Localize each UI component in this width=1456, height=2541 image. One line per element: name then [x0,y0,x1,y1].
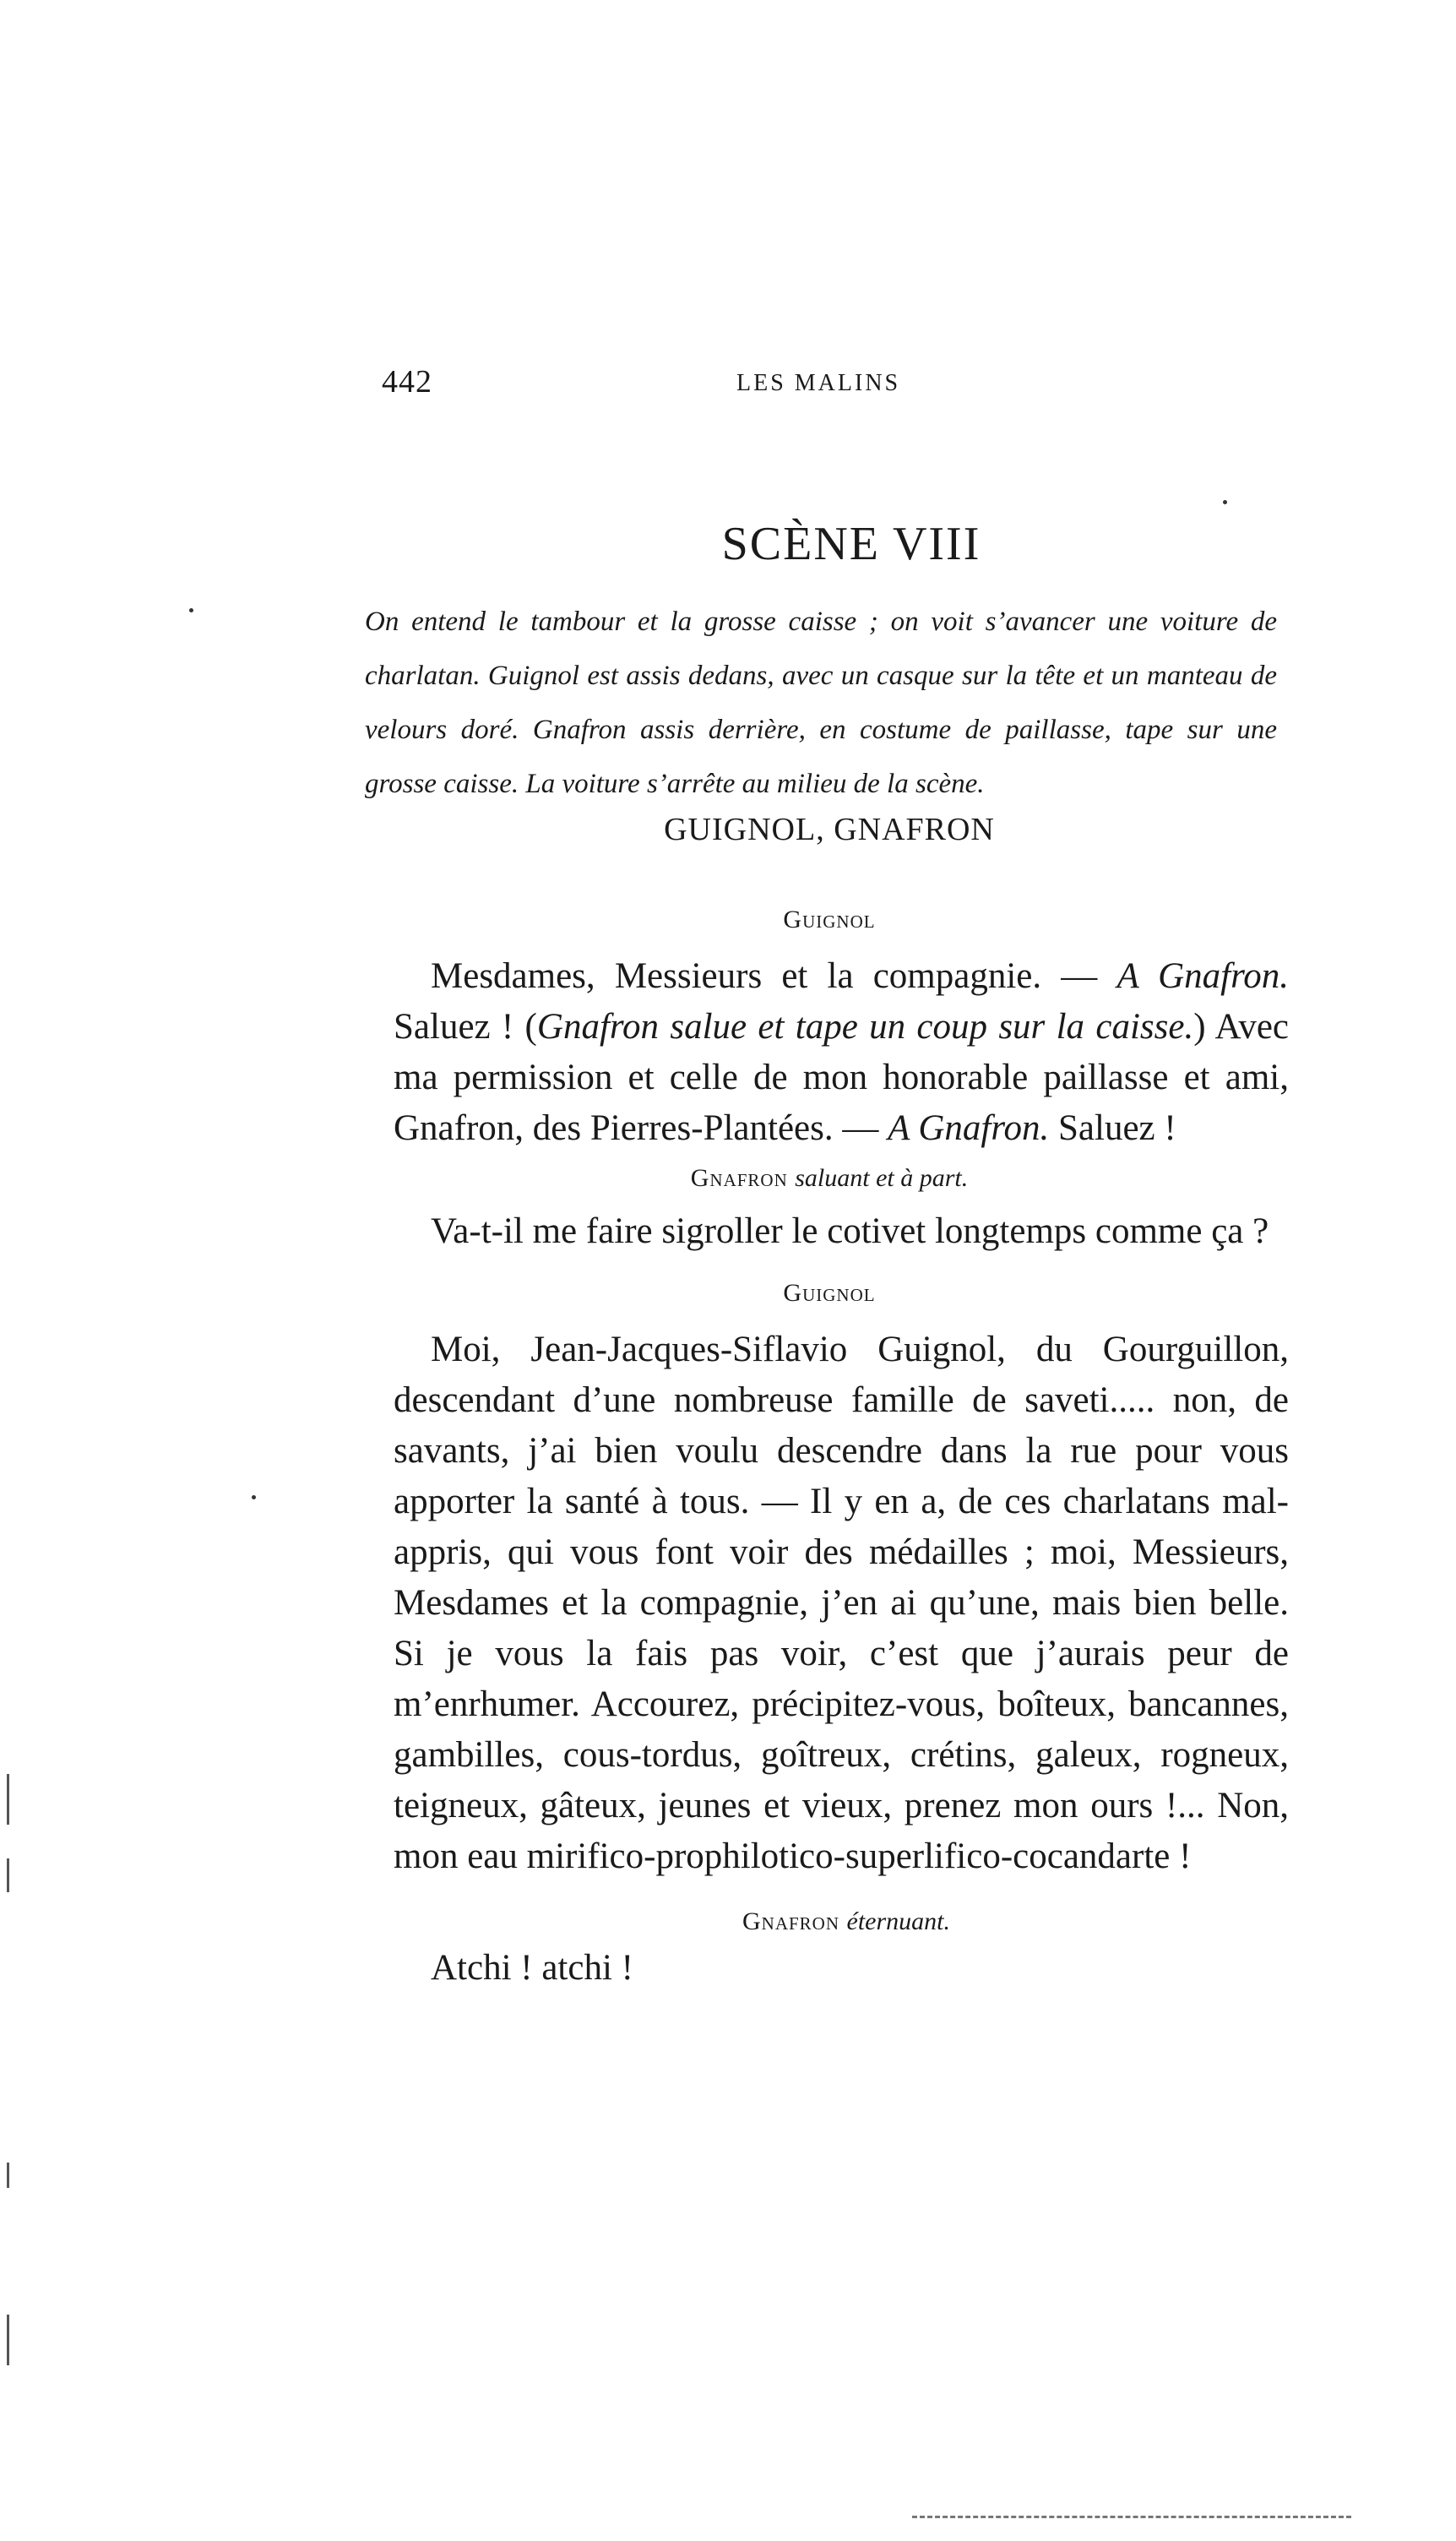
scan-speck [1223,500,1227,504]
scan-edge-mark [7,2163,9,2188]
speech-paragraph: Atchi ! atchi ! [431,1948,633,1988]
stage-direction [365,595,1277,811]
scan-edge-mark [7,1774,9,1825]
speech-aside: A Gnafron. [888,1108,1050,1148]
speech-aside: A Gnafron. [1116,956,1289,996]
stage-direction-text: On entend le tambour et la grosse caisse ; on voit s’avancer une voiture de charlatan. Guignol est assis dedans, avec un casque sur la tête et un manteau de velours doré. Gnafron assis derrière, en costume de paillasse, tape sur une grosse caisse. La voiture s’arrête au milieu de la scène. [365,607,1277,799]
speech-paragraph: Va-t-il me faire sigroller le cotivet longtemps comme ça ? [431,1211,1269,1251]
scan-bottom-rule [912,2516,1351,2518]
speaker-name: Guignol [783,906,876,933]
speaker-direction: saluant et à part. [795,1164,969,1192]
speaker-name: Guignol [783,1279,876,1307]
scan-speck [189,608,193,612]
page-number: 442 [382,364,432,400]
speaker-gnafron-2 [635,1907,1057,1936]
speech-text: Saluez ! ( [394,1007,537,1047]
speech-gnafron-2 [394,1943,1289,1994]
speech-gnafron-1 [394,1206,1289,1257]
speaker-name: Gnafron [690,1164,788,1192]
scan-speck [252,1495,256,1499]
speaker-direction: éternuant. [846,1907,950,1935]
speech-text: ) Avec ma permission et celle de mon honorable paillasse et ami, Gnafron, des Pierres-Plantées. — [394,1007,1289,1148]
speaker-gnafron-1 [382,1164,1277,1193]
speech-guignol-2 [394,1325,1289,1882]
speech-paragraph [394,951,1289,1154]
speech-text: Saluez ! [1049,1108,1176,1148]
page-header [382,363,1328,405]
speech-aside: Gnafron salue et tape un coup sur la caisse. [536,1007,1194,1047]
running-title: LES MALINS [736,370,901,396]
characters-list: GUIGNOL, GNAFRON [664,812,995,847]
speech-paragraph: Moi, Jean-Jacques-Siflavio Guignol, du Gourguillon, descendant d’une nombreuse famille de saveti..... non, de savants, j’ai bien voulu descendre dans la rue pour vous apporter la santé à tous. — Il y en a, de ces charlatans mal-appris, qui vous font voir des médailles ; moi, Messieurs, Mesdames et la compagnie, j’en ai qu’une, mais bien belle. Si je vous la fais pas voir, c’est que j’aurais peur de m’enrhumer. Accourez, précipitez-vous, boîteux, bancannes, gambilles, cous-tordus, goîtreux, crétins, galeux, rogneux, teigneux, gâteux, jeunes et vieux, prenez mon ours !... Non, mon eau mirifico-prophilotico-superlifico-cocandarte ! [394,1330,1289,1876]
speaker-guignol-1 [382,906,1277,934]
scan-edge-mark [7,2315,9,2365]
speaker-guignol-2 [382,1279,1277,1308]
scan-edge-mark [7,1858,9,1892]
speech-text: Mesdames, Messieurs et la compagnie. — [431,956,1117,996]
scene-heading: SCÈNE VIII [721,518,981,570]
speech-guignol-1 [394,951,1289,1154]
speaker-name: Gnafron [742,1907,840,1935]
